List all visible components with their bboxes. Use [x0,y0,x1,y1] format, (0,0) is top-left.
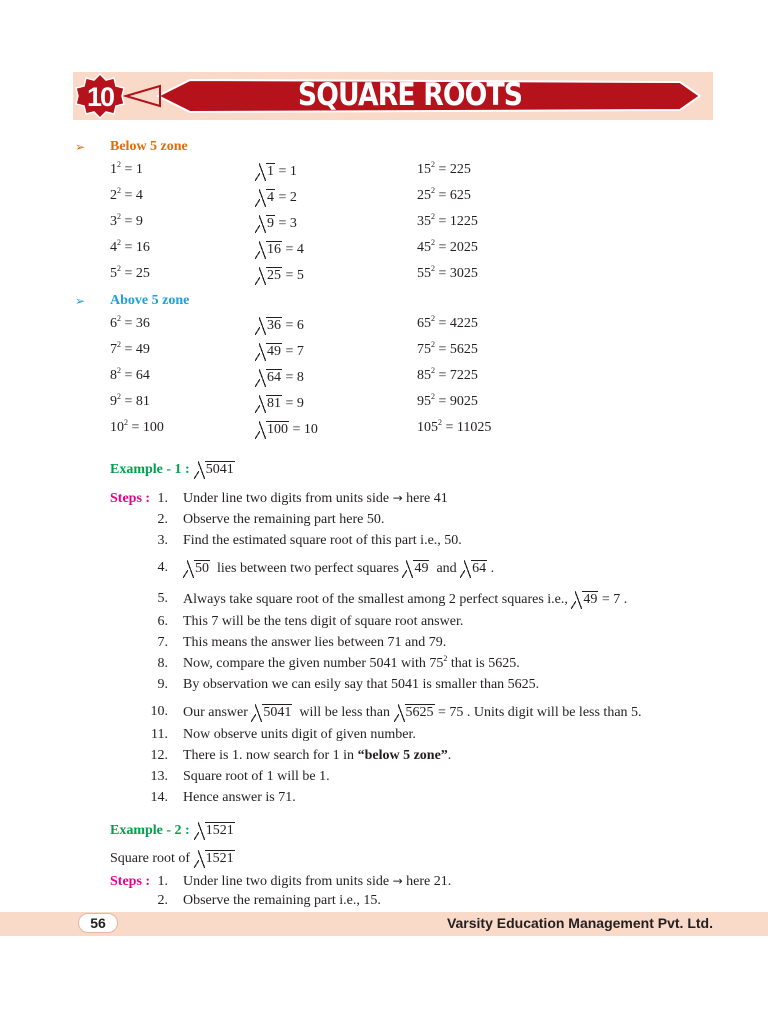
root-entry: 4 = 2 [267,190,297,205]
step-number: 11. [151,727,168,742]
step-number: 2. [157,512,168,527]
square-value: 9025 [449,394,478,409]
radical: 49 [267,344,281,359]
step-text-bold: “below 5 zone” [357,748,448,763]
radical: 50 [195,561,209,576]
square-entry: $10^2 = 100$ [110,418,164,435]
exponent: 2 [438,418,442,427]
step-text-main: Observe the remaining part here 50. [183,512,385,527]
root-entry: 9 = 3 [267,216,297,231]
example-2-heading [110,821,235,839]
radical: 4 [267,190,274,205]
square-value: 7225 [449,368,478,383]
step-number: 14. [150,790,168,805]
chapter-number: 10 [86,82,114,112]
square-value: 49 [135,342,150,357]
step-text-tail: = 75 . Units digit will be less than 5. [438,705,642,720]
big-square-entry: $85^2 = 7225$ [417,366,478,383]
exponent: 2 [117,186,121,195]
step-text-main: Now, compare the given number 5041 with 75 [183,656,444,671]
radical: 64 [267,370,281,385]
base: 3 [110,214,117,229]
root-entry: 100 = 10 [267,422,318,437]
base: 6 [110,316,117,331]
root-value: 1 [289,164,297,179]
square-value: 9 [135,214,143,229]
step-s8 [183,656,520,672]
step-text-tail: here 21. [406,874,452,889]
exponent: 2 [431,340,435,349]
exponent: 2 [117,366,121,375]
square-entry: $6^2 = 36$ [110,314,150,331]
page-number: 56 [90,915,106,931]
root-entry: 16 = 4 [267,242,304,257]
bullet-icon: ➢ [75,140,86,154]
square-entry: $5^2 = 25$ [110,264,150,281]
steps-label-row [110,874,150,890]
radical: 1 [267,164,274,179]
step-s13 [183,769,330,785]
base: 55 [417,266,431,281]
big-square-entry: $105^2 = 11025$ [417,418,492,435]
radical: 16 [267,242,281,257]
step-number: 13. [150,769,168,784]
exponent: 2 [431,392,435,401]
big-square-entry: $45^2 = 2025$ [417,238,478,255]
base: 65 [417,316,431,331]
radical: 5041 [263,705,292,720]
step-s14 [183,790,296,806]
step-text-main: Hence answer is 71. [183,790,296,805]
right-arrow-icon: → [392,874,403,888]
root-value: 2 [289,190,297,205]
radical: 5041 [205,462,234,477]
base: 10 [110,420,124,435]
exponent: 2 [431,238,435,247]
square-entry: $8^2 = 64$ [110,366,150,383]
radical: 25 [267,268,281,283]
step-number: 6. [157,614,168,629]
step-number: 5. [157,591,168,606]
step-s10 [183,704,642,721]
base: 35 [417,214,431,229]
step-text-mid: will be less than [299,705,391,720]
step-s12 [183,748,451,764]
step-text-main: Our answer [183,705,248,720]
root-value: 3 [289,216,297,231]
step-s7 [183,635,446,651]
step-number: 9. [157,677,168,692]
root-entry: 1 = 1 [267,164,297,179]
square-entry: $7^2 = 49$ [110,340,150,357]
step-text-tail: that is 5625. [447,656,520,671]
step-text-end: . [447,748,452,763]
step-number: 12. [150,748,168,763]
square-entry: $1^2 = 1$ [110,160,143,177]
step-number: 1. [157,874,168,889]
base: 25 [417,188,431,203]
step-text [183,874,451,890]
step-s9 [183,677,539,693]
big-square-entry: $15^2 = 225$ [417,160,471,177]
radical: 36 [267,318,281,333]
step-text-main: Always take square root of the smallest among 2 perfect squares i.e., [183,592,568,607]
step-text-main: There is 1. now search for 1 in [183,748,358,763]
publisher-name: Varsity Education Management Pvt. Ltd. [446,915,713,931]
exponent: 2 [431,264,435,273]
big-square-entry: $55^2 = 3025$ [417,264,478,281]
step-number: 1. [157,491,168,506]
step-number: 4. [157,560,168,575]
square-entry: $3^2 = 9$ [110,212,143,229]
base: 95 [417,394,431,409]
square-value: 5625 [449,342,478,357]
step-s3 [183,533,462,549]
square-value: 225 [449,162,471,177]
root-value: 7 [296,344,304,359]
root-value: 10 [303,422,318,437]
step-text-end: = 7 . [601,592,628,607]
bullet-icon: ➢ [75,294,86,308]
root-value: 9 [296,396,304,411]
square-value: 1225 [449,214,478,229]
step-s11 [183,727,416,743]
exponent: 2 [443,654,448,663]
step-text-and: and [436,561,457,576]
example-label: Example - 2 : [110,823,190,838]
base: 15 [417,162,431,177]
big-square-entry: $35^2 = 1225$ [417,212,478,229]
base: 2 [110,188,117,203]
big-square-entry: $65^2 = 4225$ [417,314,478,331]
step-text-main: This means the answer lies between 71 and 79. [183,635,447,650]
exponent: 2 [431,366,435,375]
square-value: 64 [135,368,150,383]
root-value: 5 [296,268,304,283]
base: 85 [417,368,431,383]
radical: 64 [472,561,487,576]
step-s1 [183,491,448,507]
square-entry: $4^2 = 16$ [110,238,150,255]
step-text-main: By observation we can esily say that 5041 is smaller than 5625. [183,677,540,692]
square-value: 16 [135,240,150,255]
radical: 9 [267,216,274,231]
root-entry: 81 = 9 [267,396,304,411]
root-value: 6 [296,318,304,333]
step-text-main: Find the estimated square root of this part i.e., 50. [183,533,462,548]
right-arrow-icon: → [392,491,403,505]
square-value: 81 [135,394,150,409]
square-value: 1 [135,162,143,177]
root-entry: 64 = 8 [267,370,304,385]
square-value: 4225 [449,316,478,331]
exponent: 2 [124,418,128,427]
root-entry: 25 = 5 [267,268,304,283]
radical: 100 [267,422,288,437]
step-text: Observe the remaining part i.e., 15. [183,893,381,908]
square-value: 25 [135,266,150,281]
big-square-entry: $25^2 = 625$ [417,186,471,203]
base: 8 [110,368,117,383]
square-entry: $9^2 = 81$ [110,392,150,409]
base: 5 [110,266,117,281]
step-s5 [183,591,627,608]
square-value: 11025 [456,420,492,435]
square-value: 36 [135,316,150,331]
radical: 1521 [205,851,234,866]
step-text-end: . [490,561,495,576]
big-square-entry: $95^2 = 9025$ [417,392,478,409]
base: 45 [417,240,431,255]
step-text-tail: here 41 [406,491,448,506]
radical: 1521 [205,823,234,838]
base: 75 [417,342,431,357]
example-2-intro [110,850,235,867]
steps-label: Steps : [110,491,151,506]
exponent: 2 [117,392,121,401]
big-square-entry: $75^2 = 5625$ [417,340,478,357]
exponent: 2 [431,212,435,221]
step-number: 3. [157,533,168,548]
base: 9 [110,394,117,409]
step-s6 [183,614,463,630]
step-text-main: Square root of 1 will be 1. [183,769,330,784]
square-entry: $2^2 = 4$ [110,186,143,203]
zone-title-below-5: Below 5 zone [110,139,188,154]
step-text-main: Under line two digits from units side [183,491,390,506]
step-text-main: Under line two digits from units side [183,874,390,889]
root-entry: 36 = 6 [267,318,304,333]
radical: 49 [583,592,598,607]
step-s2 [183,512,384,528]
square-value: 100 [142,420,164,435]
radical: 5625 [405,705,434,720]
zone-title-above-5: Above 5 zone [110,293,190,308]
steps-label: Steps : [110,874,151,889]
root-entry: 49 = 7 [267,344,304,359]
step-text-main: lies between two perfect squares [217,561,399,576]
root-value: 8 [296,370,304,385]
example-1-heading [110,460,235,478]
exponent: 2 [117,212,121,221]
exponent: 2 [431,314,435,323]
square-value: 2025 [449,240,478,255]
exponent: 2 [117,238,121,247]
step-number: 10. [150,704,168,719]
base: 4 [110,240,117,255]
chapter-title: SQUARE ROOTS [297,77,523,113]
step-text-main: This 7 will be the tens digit of square root answer. [183,614,464,629]
exponent: 2 [117,264,121,273]
step-number: 2. [157,893,168,908]
exponent: 2 [117,314,121,323]
base: 1 [110,162,117,177]
radical: 81 [267,396,281,411]
header-graphic [0,0,768,140]
square-value: 625 [449,188,471,203]
step-s4 [183,560,494,577]
intro-text: Square root of [110,851,191,866]
radical: 49 [414,561,429,576]
exponent: 2 [431,186,435,195]
step-number: 8. [157,656,168,671]
square-value: 4 [135,188,143,203]
step-row [110,491,150,507]
step-text-main: Now observe units digit of given number. [183,727,416,742]
example-label: Example - 1 : [110,462,190,477]
square-value: 3025 [449,266,478,281]
base: 7 [110,342,117,357]
step-number: 7. [157,635,168,650]
exponent: 2 [431,160,435,169]
exponent: 2 [117,160,121,169]
root-value: 4 [296,242,304,257]
exponent: 2 [117,340,121,349]
base: 105 [417,420,438,435]
